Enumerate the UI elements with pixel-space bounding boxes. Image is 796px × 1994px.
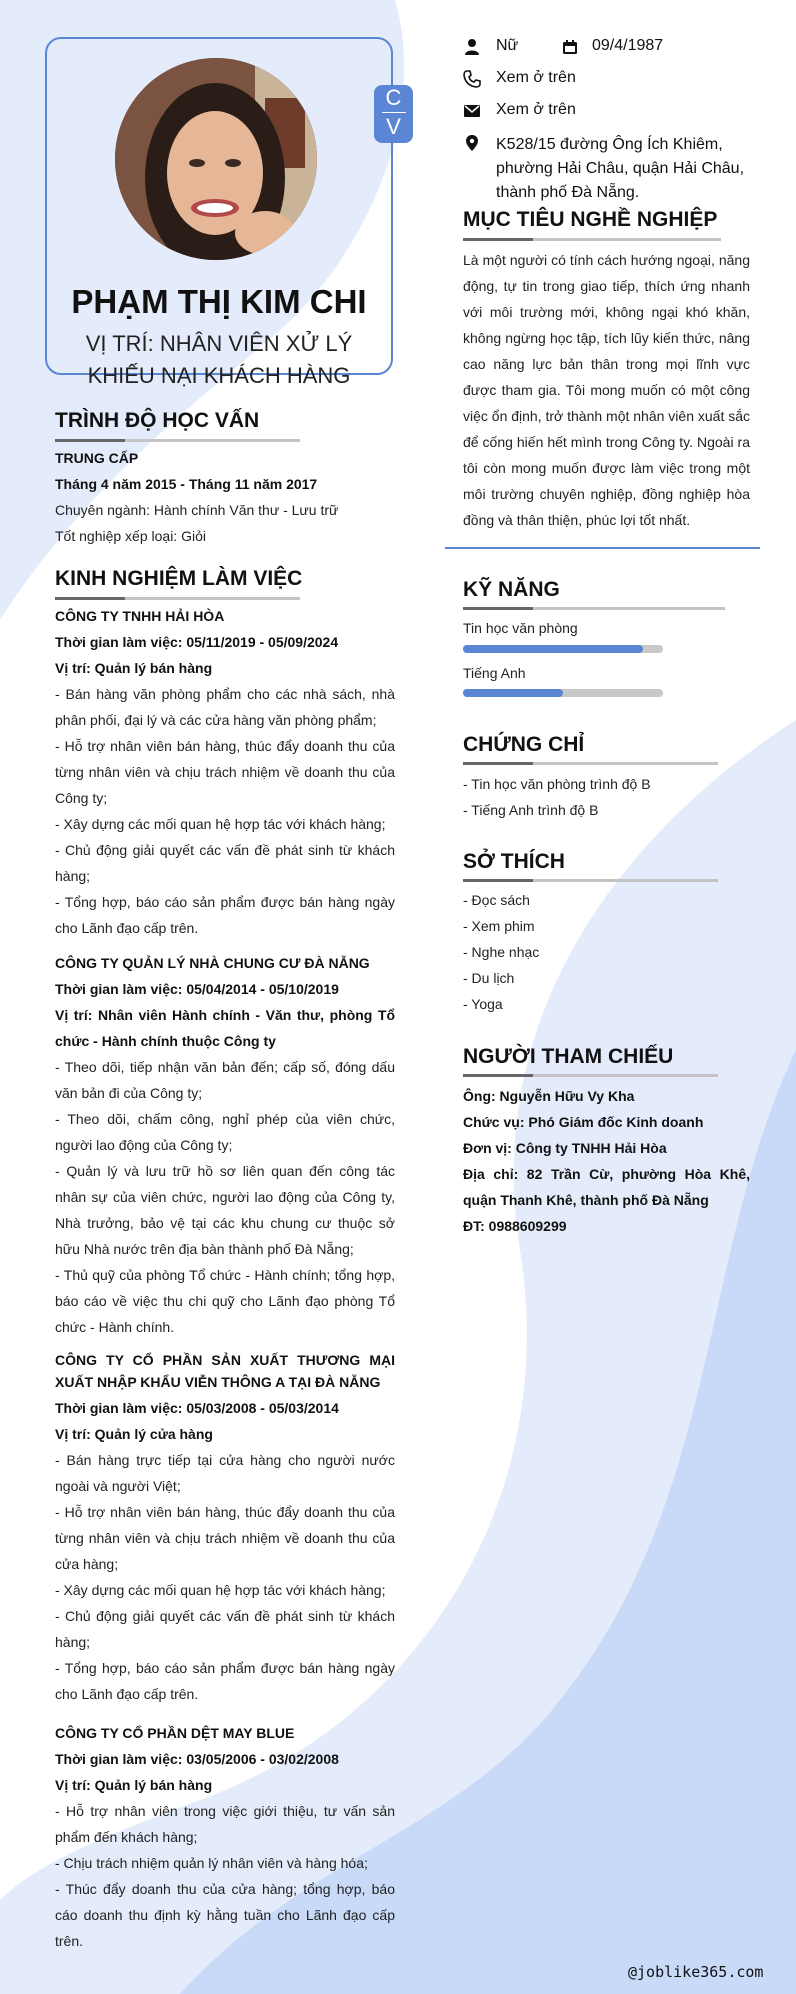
skill-bar-fill — [463, 689, 563, 697]
skills-underline — [463, 607, 725, 610]
birthdate: 09/4/1987 — [592, 37, 664, 54]
job-role: Vị trí: Quản lý bán hàng — [55, 660, 213, 676]
job-entry — [55, 1349, 395, 1707]
calendar-icon — [561, 38, 579, 56]
address-line: K528/15 đường Ông Ích Khiêm, — [496, 136, 723, 153]
job-company: CÔNG TY CỔ PHẦN DỆT MAY BLUE — [55, 1725, 295, 1741]
objective-title: MỤC TIÊU NGHỀ NGHIỆP — [463, 208, 718, 231]
reference-title: NGƯỜI THAM CHIẾU — [463, 1045, 674, 1068]
email: Xem ở trên — [496, 101, 576, 118]
job-duty: - Hỗ trợ nhân viên bán hàng, thúc đẩy doanh thu của từng nhân viên và chịu trách nhiệm về doanh thu của cửa hàng; — [55, 1504, 395, 1572]
job-role: Vị trí: Quản lý cửa hàng — [55, 1426, 213, 1442]
job-entry — [55, 1720, 395, 1954]
skill-label: Tin học văn phòng — [463, 620, 578, 636]
list-item: - Tiếng Anh trình độ B — [463, 802, 599, 818]
cv-badge-bottom: V — [386, 114, 401, 139]
job-duty: - Xây dựng các mối quan hệ hợp tác với khách hàng; — [55, 816, 386, 832]
job-period: Thời gian làm việc: 05/11/2019 - 05/09/2024 — [55, 634, 339, 650]
reference-role: Chức vụ: Phó Giám đốc Kinh doanh — [463, 1114, 704, 1130]
education-underline — [55, 439, 300, 442]
list-item: - Xem phim — [463, 918, 535, 934]
footer-watermark: @joblike365.com — [628, 1963, 764, 1981]
job-duty: - Thủ quỹ của phòng Tổ chức - Hành chính; tổng hợp, báo cáo về việc thu chi quỹ cho Lãnh đạo phòng Tổ chức - Hành chính. — [55, 1267, 395, 1335]
job-period: Thời gian làm việc: 05/03/2008 - 05/03/2014 — [55, 1400, 339, 1416]
list-item: - Yoga — [463, 996, 503, 1012]
reference-phone: ĐT: 0988609299 — [463, 1218, 567, 1234]
job-duty: - Bán hàng trực tiếp tại cửa hàng cho người nước ngoài và người Việt; — [55, 1452, 395, 1494]
address-line: phường Hải Châu, quận Hải Châu, — [496, 160, 745, 177]
certificates-list — [463, 771, 753, 823]
objective-text — [463, 247, 750, 533]
job-entry — [55, 950, 395, 1340]
reference-underline — [463, 1074, 718, 1077]
education-title: TRÌNH ĐỘ HỌC VẤN — [55, 409, 260, 432]
address — [496, 133, 744, 205]
avatar — [115, 58, 317, 260]
job-duty: - Tổng hợp, báo cáo sản phẩm được bán hàng ngày cho Lãnh đạo cấp trên. — [55, 1660, 395, 1702]
objective-paragraph: Là một người có tính cách hướng ngoại, năng động, tự tin trong giao tiếp, thích ứng nhanh với môi trường mới, không ngại khó khăn, không ngừng học tập, tích lũy kiến thức, nâng cao năng lực bản thân trong mọi lĩnh vực được tham gia. Tôi mong muốn có một công việc ổn định, trở thành một nhân viên xuất sắc để cống hiến hết mình trong Công ty. Ngoài ra tôi còn mong muốn được làm việc trong một môi trường chuyên nghiệp, đồng nghiệp hòa đồng và thân thiện, phúc lợi tốt nhất. — [463, 252, 751, 528]
job-duty: - Tổng hợp, báo cáo sản phẩm được bán hàng ngày cho Lãnh đạo cấp trên. — [55, 894, 395, 936]
job-duty: - Hỗ trợ nhân viên trong việc giới thiệu, tư vấn sản phẩm đến khách hàng; — [55, 1803, 395, 1845]
experience-title: KINH NGHIỆM LÀM VIỆC — [55, 567, 303, 590]
cv-badge-top: C — [385, 85, 402, 110]
job-duty: - Theo dõi, tiếp nhận văn bản đến; cấp số, đóng dấu văn bản đi của Công ty; — [55, 1059, 395, 1101]
job-company: CÔNG TY QUẢN LÝ NHÀ CHUNG CƯ ĐÀ NẴNG — [55, 955, 370, 971]
job-duty: - Quản lý và lưu trữ hồ sơ liên quan đến công tác nhân sự của viên chức, người lao động của Công ty, Nhà trưởng, bảo vệ tại các khu chung cư thuộc sở hữu Nhà nước trên địa bàn thành phố Đà Nẵng; — [55, 1163, 395, 1257]
list-item: - Nghe nhạc — [463, 944, 540, 960]
job-period: Thời gian làm việc: 05/04/2014 - 05/10/2019 — [55, 981, 339, 997]
hobbies-underline — [463, 879, 718, 882]
skill-bar — [463, 645, 663, 653]
job-duty: - Chịu trách nhiệm quản lý nhân viên và hàng hóa; — [55, 1855, 368, 1871]
position-line-1: VỊ TRÍ: NHÂN VIÊN XỬ LÝ — [85, 331, 353, 356]
job-period: Thời gian làm việc: 03/05/2006 - 03/02/2008 — [55, 1751, 339, 1767]
gender: Nữ — [496, 37, 519, 54]
certificates-underline — [463, 762, 718, 765]
job-duty: - Bán hàng văn phòng phẩm cho các nhà sách, nhà phân phối, đại lý và các cửa hàng văn phòng phẩm; — [55, 686, 395, 728]
reference-org: Đơn vị: Công ty TNHH Hải Hòa — [463, 1140, 667, 1156]
education-details — [55, 445, 395, 549]
skill-bar-fill — [463, 645, 643, 653]
objective-divider — [445, 547, 760, 549]
list-item: - Đọc sách — [463, 892, 530, 908]
skill-bar — [463, 689, 663, 697]
job-entry — [55, 603, 395, 941]
position-line-2: KHIẾU NẠI KHÁCH HÀNG — [87, 363, 351, 388]
objective-underline — [463, 238, 721, 241]
reference-details — [463, 1083, 750, 1239]
location-icon — [463, 134, 481, 152]
list-item: - Tin học văn phòng trình độ B — [463, 776, 651, 792]
phone-icon — [463, 70, 481, 88]
job-duty: - Hỗ trợ nhân viên bán hàng, thúc đẩy doanh thu của từng nhân viên và chịu trách nhiệm về doanh thu của Công ty; — [55, 738, 395, 806]
job-role: Vị trí: Nhân viên Hành chính - Văn thư, phòng Tổ chức - Hành chính thuộc Công ty — [55, 1007, 395, 1049]
job-duty: - Thúc đẩy doanh thu của cửa hàng; tổng hợp, báo cáo doanh thu định kỳ hằng tuần cho Lãnh đạo cấp trên. — [55, 1881, 395, 1949]
job-role: Vị trí: Quản lý bán hàng — [55, 1777, 213, 1793]
job-duty: - Theo dõi, chấm công, nghỉ phép của viên chức, người lao động của Công ty; — [55, 1111, 395, 1153]
job-duty: - Chủ động giải quyết các vấn đề phát sinh từ khách hàng; — [55, 842, 395, 884]
candidate-name: PHẠM THỊ KIM CHI — [71, 283, 367, 320]
certificates-title: CHỨNG CHỈ — [463, 733, 585, 756]
list-item: - Du lịch — [463, 970, 515, 986]
reference-address: Địa chỉ: 82 Trần Cừ, phường Hòa Khê, quận Thanh Khê, thành phố Đà Nẵng — [463, 1166, 750, 1208]
job-duty: - Xây dựng các mối quan hệ hợp tác với khách hàng; — [55, 1582, 386, 1598]
address-line: thành phố Đà Nẵng. — [496, 184, 640, 201]
cv-badge — [374, 85, 413, 143]
job-duty: - Chủ động giải quyết các vấn đề phát sinh từ khách hàng; — [55, 1608, 395, 1650]
education-grade: Tốt nghiệp xếp loại: Giỏi — [55, 528, 206, 544]
skill-label: Tiếng Anh — [463, 665, 526, 681]
position-title — [45, 328, 393, 392]
education-level: TRUNG CẤP — [55, 450, 139, 466]
email-icon — [463, 102, 481, 120]
education-major: Chuyên ngành: Hành chính Văn thư - Lưu trữ — [55, 502, 339, 518]
reference-name: Ông: Nguyễn Hữu Vy Kha — [463, 1088, 635, 1104]
job-company: CÔNG TY TNHH HẢI HÒA — [55, 608, 225, 624]
job-company: CÔNG TY CỔ PHẦN SẢN XUẤT THƯƠNG MẠI XUẤT NHẬP KHẨU VIỄN THÔNG A TẠI ĐÀ NẴNG — [55, 1352, 395, 1390]
skills-title: KỸ NĂNG — [463, 578, 560, 601]
phone: Xem ở trên — [496, 69, 576, 86]
person-icon — [463, 38, 481, 56]
education-period: Tháng 4 năm 2015 - Tháng 11 năm 2017 — [55, 476, 318, 492]
experience-underline — [55, 597, 300, 600]
hobbies-list — [463, 887, 753, 1017]
hobbies-title: SỞ THÍCH — [463, 850, 565, 873]
